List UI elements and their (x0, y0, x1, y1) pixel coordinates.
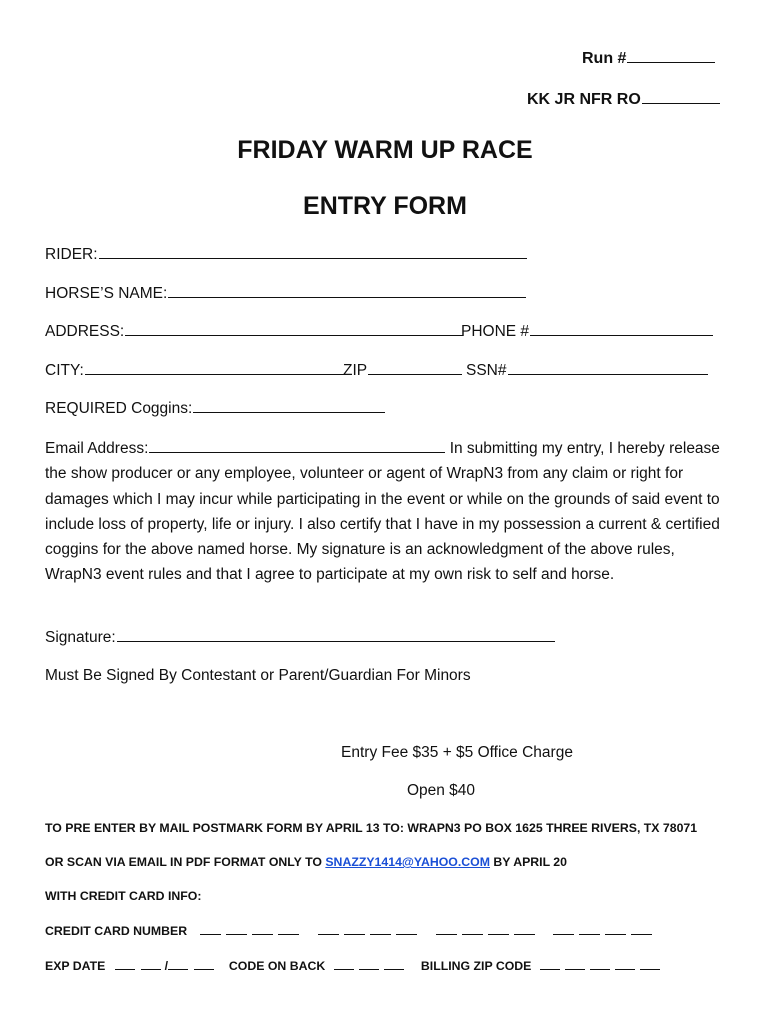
signature-label: Signature: (45, 629, 116, 646)
card-digit-slot[interactable] (631, 933, 652, 935)
billing-zip-label: BILLING ZIP CODE (420, 959, 532, 973)
contact-email-link[interactable]: SNAZZY1414@YAHOO.COM (325, 855, 490, 869)
coggins-line[interactable] (193, 411, 385, 413)
phone-line[interactable] (530, 334, 713, 336)
coggins-label: REQUIRED Coggins: (45, 400, 193, 417)
run-number-label: Run # (582, 50, 627, 67)
form-title: FRIDAY WARM UP RACE (237, 136, 533, 164)
zip-digit-slot[interactable] (640, 968, 660, 970)
signature-field[interactable] (45, 629, 555, 647)
email-field[interactable] (45, 440, 445, 457)
run-number-line[interactable] (627, 61, 715, 63)
class-line[interactable] (642, 102, 720, 104)
horse-name-line[interactable] (168, 296, 526, 298)
cvv-slot[interactable] (334, 968, 354, 970)
card-digit-slot[interactable] (605, 933, 626, 935)
signature-line[interactable] (117, 640, 555, 642)
ssn-field[interactable] (466, 362, 708, 380)
credit-card-number-label: CREDIT CARD NUMBER (45, 924, 188, 938)
cvv-slot[interactable] (359, 968, 379, 970)
scan-suffix: BY APRIL 20 (493, 855, 567, 869)
card-digit-slot[interactable] (226, 933, 247, 935)
zip-field[interactable] (343, 362, 462, 380)
entry-fee: Entry Fee $35 + $5 Office Charge (341, 744, 573, 761)
zip-digit-slot[interactable] (565, 968, 585, 970)
ssn-line[interactable] (508, 373, 708, 375)
class-field[interactable] (527, 91, 720, 109)
class-label: KK JR NFR RO (527, 91, 641, 108)
payment-details-row (45, 959, 660, 973)
card-digit-slot[interactable] (344, 933, 365, 935)
city-line[interactable] (85, 373, 345, 375)
mail-instructions: TO PRE ENTER BY MAIL POSTMARK FORM BY APRIL 13 TO: WRAPN3 PO BOX 1625 THREE RIVERS, TX 78071 (45, 821, 698, 835)
email-label: Email Address: (45, 440, 149, 457)
code-on-back-label: CODE ON BACK (228, 959, 326, 973)
zip-digit-slot[interactable] (540, 968, 560, 970)
rider-line[interactable] (99, 257, 527, 259)
card-digit-slot[interactable] (553, 933, 574, 935)
ssn-label: SSN# (466, 362, 507, 379)
email-line[interactable] (149, 451, 445, 453)
card-digit-slot[interactable] (514, 933, 535, 935)
release-paragraph (45, 436, 727, 588)
open-fee: Open $40 (406, 782, 476, 799)
zip-line[interactable] (368, 373, 462, 375)
phone-field[interactable] (461, 323, 713, 341)
cvv-slot[interactable] (384, 968, 404, 970)
address-field[interactable] (45, 323, 463, 341)
address-label: ADDRESS: (45, 323, 125, 340)
exp-year-slot[interactable] (168, 968, 188, 970)
zip-label: ZIP (343, 362, 368, 379)
exp-date-label: EXP DATE (45, 959, 106, 973)
credit-card-number-field[interactable] (45, 924, 652, 938)
exp-year-slot[interactable] (194, 968, 214, 970)
card-digit-slot[interactable] (200, 933, 221, 935)
card-digit-slot[interactable] (436, 933, 457, 935)
horse-name-field[interactable] (45, 285, 526, 303)
scan-instructions (45, 855, 567, 869)
scan-prefix: OR SCAN VIA EMAIL IN PDF FORMAT ONLY TO (45, 855, 322, 869)
card-digit-slot[interactable] (579, 933, 600, 935)
exp-month-slot[interactable] (141, 968, 161, 970)
rider-field[interactable] (45, 246, 527, 264)
city-label: CITY: (45, 362, 84, 379)
card-digit-slot[interactable] (488, 933, 509, 935)
exp-date-separator: / (164, 959, 169, 973)
run-number-field[interactable] (582, 50, 715, 68)
card-digit-slot[interactable] (370, 933, 391, 935)
signature-note: Must Be Signed By Contestant or Parent/Guardian For Minors (45, 667, 471, 684)
card-digit-slot[interactable] (396, 933, 417, 935)
card-digit-slot[interactable] (318, 933, 339, 935)
credit-card-info-heading: WITH CREDIT CARD INFO: (45, 889, 202, 903)
release-text: In submitting my entry, I hereby release the show producer or any employee, volunteer or agent of WrapN3 from any claim or right for damages which I may incur while participating in the event or while on the grounds of said event to include loss of property, life or injury. I also certify that I have in my possession a current & certified coggins for the above named horse. My signature is an acknowledgment of the above rules, WrapN3 event rules and that I agree to participate at my own risk to self and horse. (45, 440, 720, 584)
coggins-field[interactable] (45, 400, 385, 418)
phone-label: PHONE # (461, 323, 530, 340)
city-field[interactable] (45, 362, 345, 380)
card-digit-slot[interactable] (252, 933, 273, 935)
card-digit-slot[interactable] (462, 933, 483, 935)
zip-digit-slot[interactable] (590, 968, 610, 970)
form-subtitle: ENTRY FORM (303, 192, 467, 220)
card-digit-slot[interactable] (278, 933, 299, 935)
horse-name-label: HORSE’S NAME: (45, 285, 168, 302)
zip-digit-slot[interactable] (615, 968, 635, 970)
exp-month-slot[interactable] (115, 968, 135, 970)
address-line[interactable] (125, 334, 463, 336)
rider-label: RIDER: (45, 246, 98, 263)
